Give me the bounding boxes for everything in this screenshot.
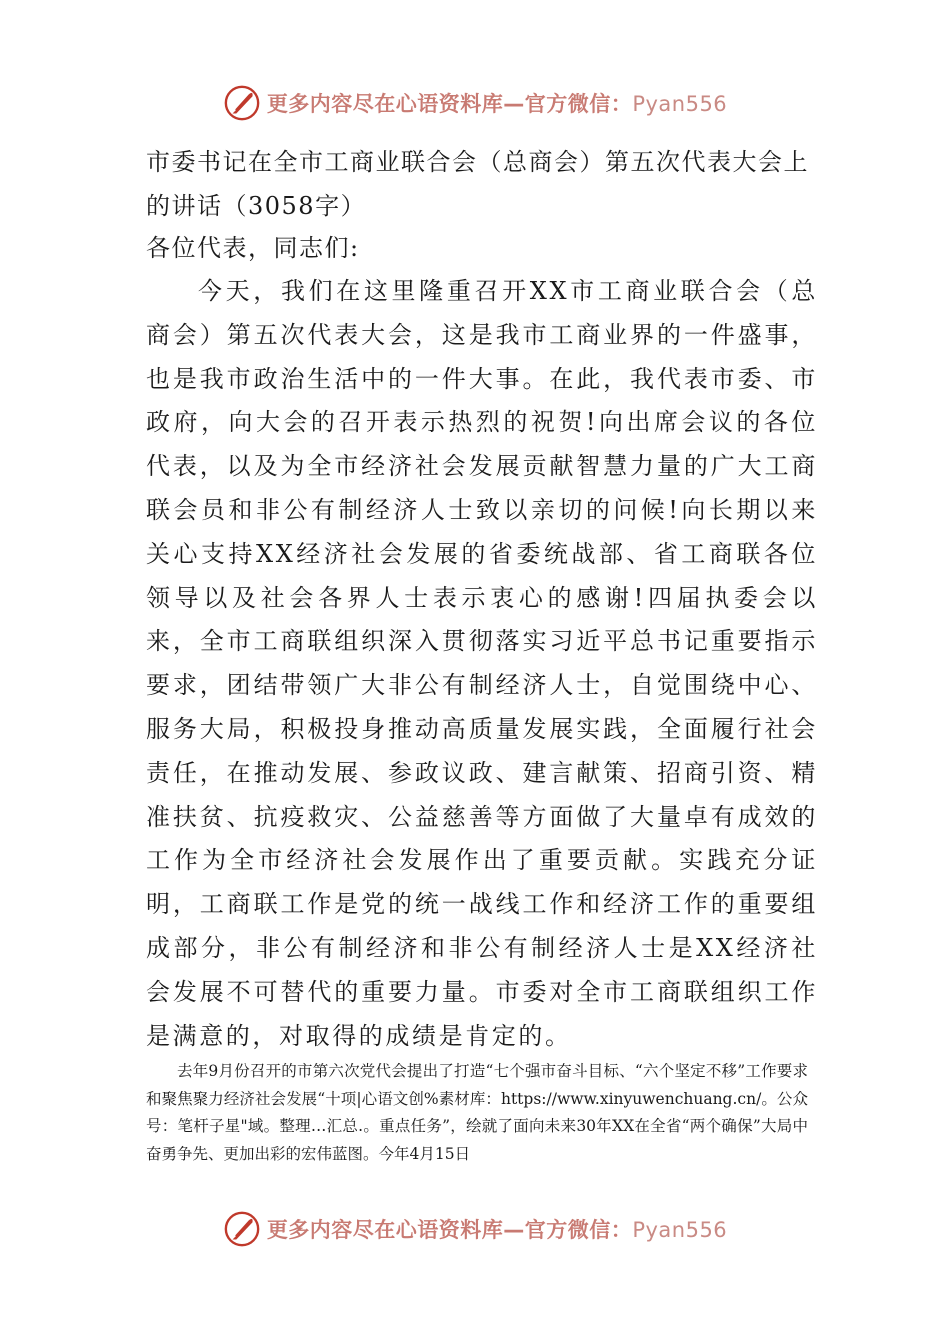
wechat-id: Pyan556	[632, 1218, 728, 1242]
salutation: 各位代表，同志们:	[146, 234, 360, 262]
document-title: 市委书记在全市工商业联合会（总商会）第五次代表大会上的讲话（3058字）	[146, 148, 809, 220]
banner-text: 更多内容尽在心语资料库—官方微信：Pyan556	[266, 1218, 728, 1242]
header-watermark-banner	[0, 80, 950, 126]
quill-pen-logo-icon	[223, 84, 261, 122]
body-paragraph-2: 去年9月份召开的市第六次党代会提出了打造“七个强市奋斗目标、“六个坚定不移”工作要求和聚焦聚力经济社会发展“十项|心语文创%素材库：https://www.xinyuwenchuang.cn/。公众号：笔杆子星"域。整理…汇总.。重点任务”，绘就了面向未来30年XX在全省“两个确保”大局中奋勇争先、更加出彩的宏伟蓝图。今年4月15日	[146, 1062, 808, 1163]
footer-watermark-banner	[0, 1206, 950, 1252]
wechat-id: Pyan556	[632, 92, 728, 116]
body-paragraph-1: 今天，我们在这里隆重召开XX市工商业联合会（总商会）第五次代表大会，这是我市工商业界的一件盛事，也是我市政治生活中的一件大事。在此，我代表市委、市政府，向大会的召开表示热烈的祝贺!向出席会议的各位代表，以及为全市经济社会发展贡献智慧力量的广大工商联会员和非公有制经济人士致以亲切的问候!向长期以来关心支持XX经济社会发展的省委统战部、省工商联各位领导以及社会各界人士表示衷心的感谢!四届执委会以来，全市工商联组织深入贯彻落实习近平总书记重要指示要求，团结带领广大非公有制经济人士，自觉围绕中心、服务大局，积极投身推动高质量发展实践，全面履行社会责任，在推动发展、参政议政、建言献策、招商引资、精准扶贫、抗疫救灾、公益慈善等方面做了大量卓有成效的工作为全市经济社会发展作出了重要贡献。实践充分证明，工商联工作是党的统一战线工作和经济工作的重要组成部分，非公有制经济和非公有制经济人士是XX经济社会发展不可替代的重要力量。市委对全市工商联组织工作是满意的，对取得的成绩是肯定的。	[146, 277, 818, 1050]
quill-pen-logo-icon	[223, 1210, 261, 1248]
banner-text: 更多内容尽在心语资料库—官方微信：Pyan556	[266, 92, 728, 116]
